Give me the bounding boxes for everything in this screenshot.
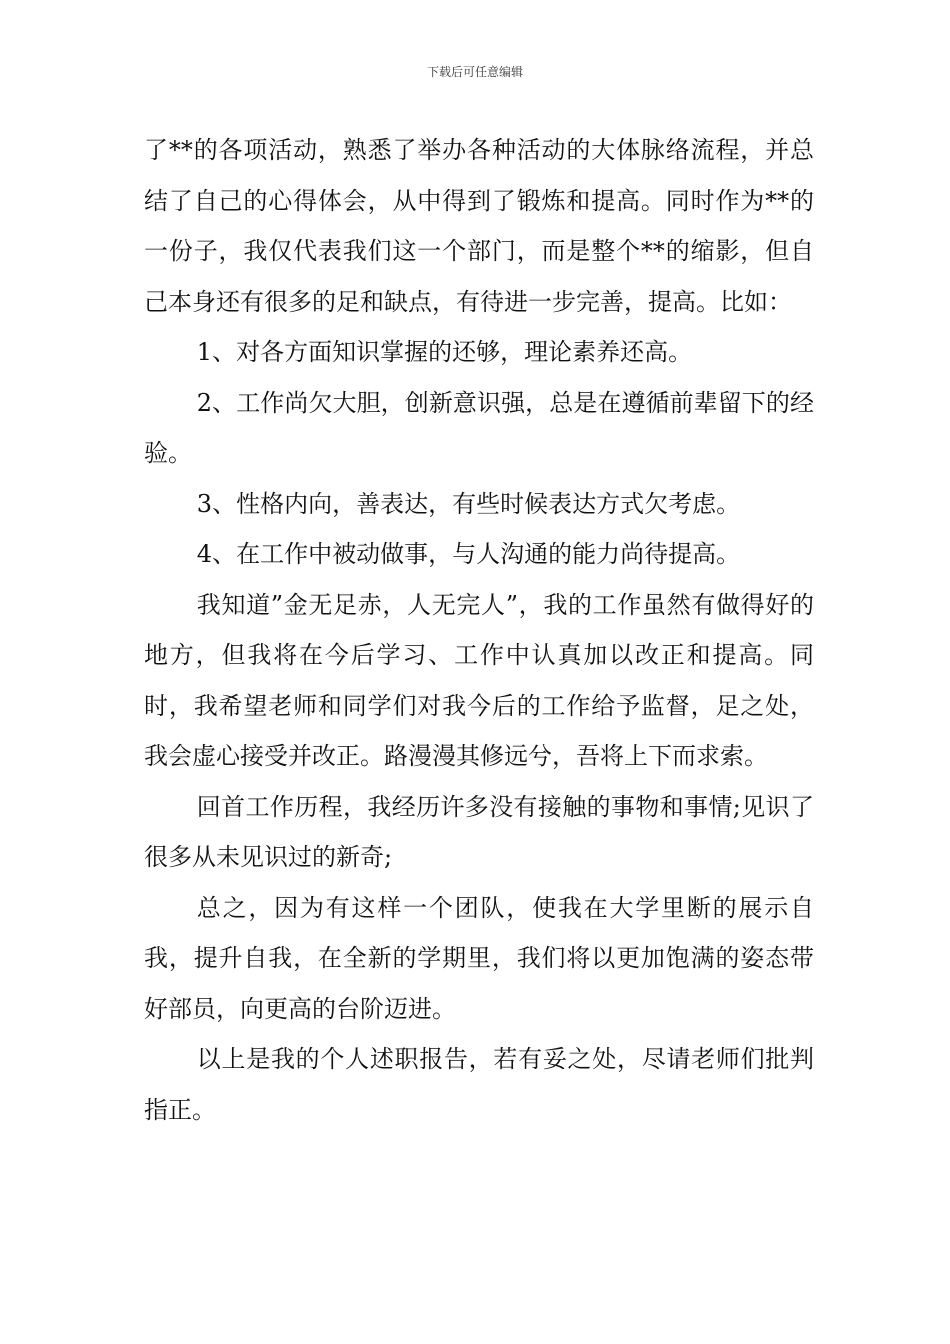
list-item-2: 2、工作尚欠大胆，创新意识强，总是在遵循前辈留下的经验。 [144, 388, 814, 467]
paragraph-review: 回首工作历程，我经历许多没有接触的事物和事情;见识了很多从未见识过的新奇; [144, 792, 814, 871]
list-item-3: 3、性格内向，善表达，有些时候表达方式欠考虑。 [196, 489, 741, 518]
paragraph-self-reflection: 我知道”金无足赤，人无完人”，我的工作虽然有做得好的地方，但我将在今后学习、工作中认真加以改正和提高。同时，我希望老师和同学们对我今后的工作给予监督，足之处，我会虚心接受并改正。路漫漫其修远兮，吾将上下而求索。 [144, 590, 814, 770]
list-item-1: 1、对各方面知识掌握的还够，理论素养还高。 [196, 338, 693, 366]
page-header: 下载后可任意编辑 [426, 65, 523, 79]
paragraph-continuation: 了**的各项活动，熟悉了举办各种活动的大体脉络流程，并总结了自己的心得体会，从中得到了锻炼和提高。同时作为**的一份子，我仅代表我们这一个部门，而是整个**的缩影，但自己本身还有很多的足和缺点，有待进一步完善，提高。比如： [144, 136, 814, 316]
document-body [144, 125, 814, 1135]
paragraph-closing: 以上是我的个人述职报告，若有妥之处，尽请老师们批判指正。 [144, 1045, 814, 1124]
paragraph-summary: 总之，因为有这样一个团队，使我在大学里断的展示自我，提升自我，在全新的学期里，我们将以更加饱满的姿态带好部员，向更高的台阶迈进。 [144, 893, 814, 1023]
list-item-4: 4、在工作中被动做事，与人沟通的能力尚待提高。 [196, 540, 741, 568]
